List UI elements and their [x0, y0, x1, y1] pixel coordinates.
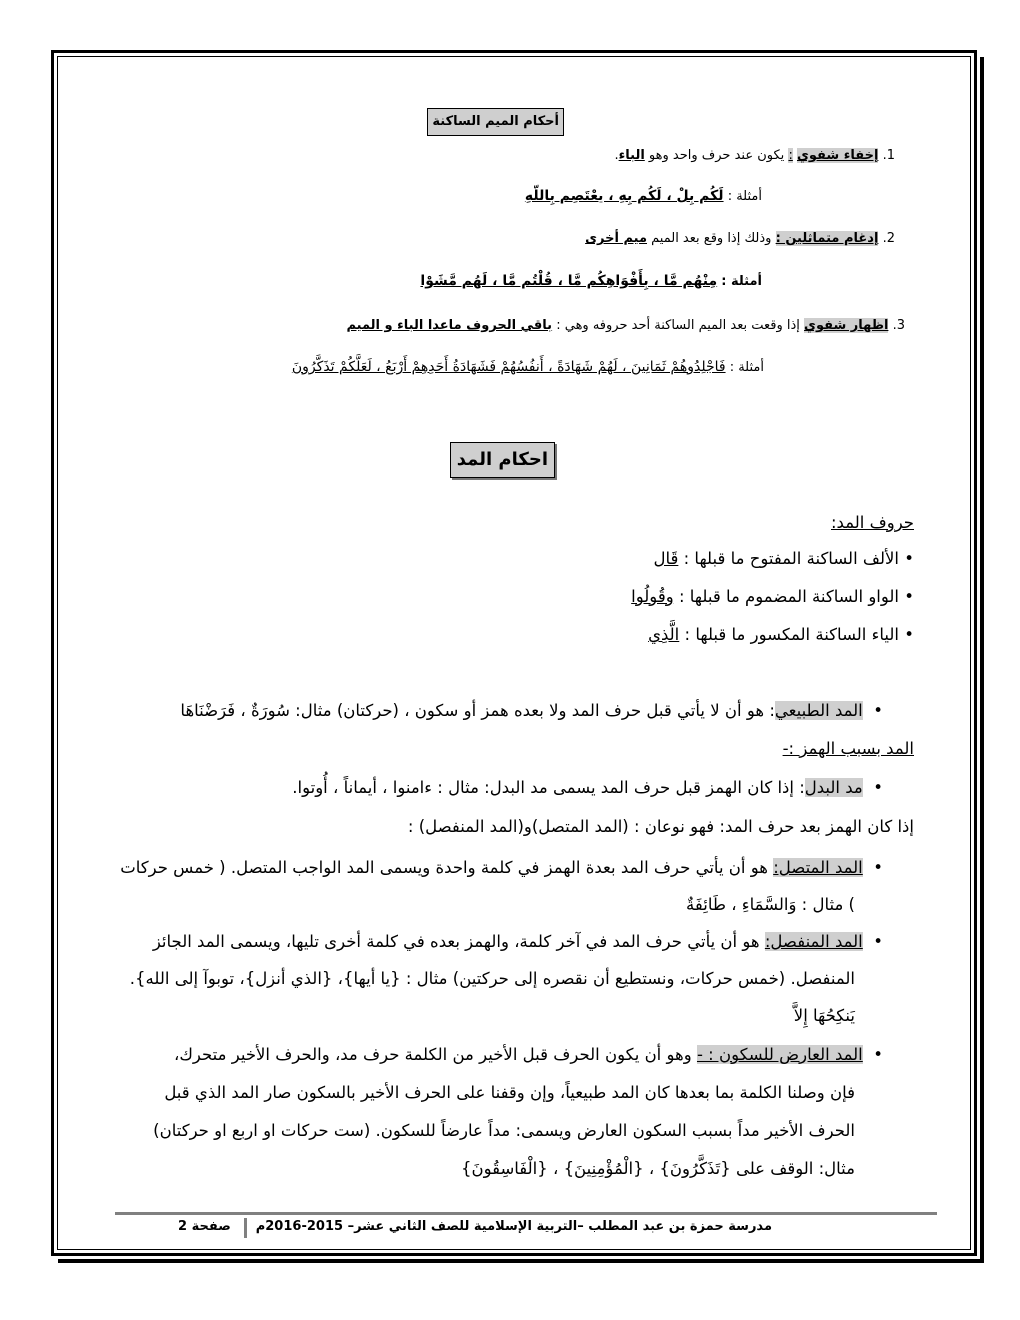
examples-lead: أمثلة :: [727, 189, 762, 204]
madd-badal: [292, 775, 883, 801]
madd-munfasil-line2: المنفصل. (خمس حركات، ونستطيع أن نقصره إلى حركتين) مثال : {يا أيها}، {الذي أنزل}، توبوآ إلى الله}.: [129, 969, 855, 988]
rule-number: 1.: [882, 148, 895, 163]
natural-text: : هو أن لا يأتي قبل حرف المد ولا بعده همز أو سكون ، (حركتان) مثال: سُورَةٌ ، فَرَضْنَاهَا: [180, 701, 775, 720]
madd-munfasil-line3: يَنكِحُهَا إِلاَّ: [793, 1006, 855, 1025]
mim-examples-3: [292, 354, 764, 381]
madd-hamz-heading: المد بسبب الهمز :-: [782, 739, 914, 758]
madd-natural: [180, 698, 883, 724]
letter-example: قَال: [653, 549, 679, 568]
badal-label: مد البدل: [804, 778, 863, 797]
footer-separator: [244, 1218, 247, 1238]
rule-key: الباء: [618, 148, 645, 163]
arid-label: المد العارض للسكون : -: [696, 1045, 863, 1064]
examples-text: مِنْهُم مَّا ، بِأَفْوَاهِكُم مَّا ، قُلْتُم مَّا ، لَهُم مَّشَوْا: [420, 273, 718, 289]
mim-rule-3: [346, 315, 905, 337]
madd-letter-ya: [648, 622, 914, 648]
madd-arid-line4: مثال: الوقف على {تَذَكَّرُونَ} ، {الْمُؤْمِنِينَ} ، {الْفَاسِقُونَ}: [460, 1159, 855, 1178]
bullet: [873, 701, 883, 720]
arid-text: وهو أن يكون الحرف قبل الأخير من الكلمة حرف مد، والحرف الأخير متحرك،: [174, 1045, 692, 1064]
examples-text: لَكُم بِلْ ، لَكُم بِهِ ، يعْتَصِم بِاللّهِ: [524, 188, 724, 204]
rule-colon: :: [788, 148, 793, 163]
rule-number: 3.: [892, 318, 905, 333]
madd-muttasil: [120, 855, 883, 881]
munfasil-text: هو أن يأتي حرف المد في آخر كلمة، والهمز بعده في كلمة أخرى تليها، ويسمى المد الجائز: [152, 932, 760, 951]
ikhfa-label: إخفاء شفوي: [796, 148, 879, 163]
bullet: [904, 625, 914, 644]
madd-letters-heading: حروف المد:: [831, 513, 914, 532]
mim-examples-1: [525, 184, 762, 209]
madd-arid-line3: الحرف الأخير مداً بسبب السكون العارض ويسمى: مداً عارضاً للسكون. (ست حركات او اربع او حركتان): [153, 1121, 855, 1140]
madd-letter-alif: [653, 546, 914, 572]
mim-examples-2: [420, 268, 762, 295]
madd-muttasil-line2: ) مثال : وَالسَّمَاءِ ، طَائِفَةٌ: [686, 895, 855, 914]
bullet: [873, 1045, 883, 1064]
letter-text: الياء الساكنة المكسور ما قبلها :: [684, 625, 900, 644]
izhar-label: اظهار شفوي: [804, 318, 889, 333]
madd-arid-line2: فإن وصلنا الكلمة بما بعدها كان المد طبيعياً، وإن وقفنا على الحرف الأخير بالسكون صار المد الذي قبل: [164, 1083, 855, 1102]
rule-text: يكون عند حرف واحد وهو: [648, 148, 785, 163]
rule-end: .: [614, 148, 619, 163]
footer-school: مدرسة حمزة بن عبد المطلب –التربية الإسلامية للصف الثاني عشر– 2015-2016م: [255, 1219, 772, 1234]
idgham-label: إدغام متماثلين :: [775, 231, 879, 246]
rule-key: باقي الحروف ماعدا الباء و الميم: [346, 318, 553, 333]
examples-text: فَاجْلِدُوهُمْ ثَمَانِينَ ، لَهُمْ شَهَادَةً ، أَنفُسُهُمْ فَشَهَادَةُ أَحَدِهِمْ أَرْبَعُ ، لَعَلَّكُمْ تَذَكَّرُونَ: [291, 359, 726, 375]
rule-text: إذا وقعت بعد الميم الساكنة أحد حروفه وهي :: [556, 318, 800, 333]
examples-lead: أمثلة :: [721, 274, 762, 289]
madd-after-line: إذا كان الهمز بعد حرف المد: فهو نوعان : (المد المتصل)و(المد المنفصل) :: [407, 817, 914, 836]
madd-arid: [174, 1042, 883, 1068]
mim-title: أحكام الميم الساكنة: [427, 108, 564, 136]
munfasil-label: المد المنفصل:: [764, 932, 863, 951]
rule-text: وذلك إذا وقع بعد الميم: [651, 231, 772, 246]
page-number: 2: [178, 1219, 188, 1234]
bullet: [873, 932, 883, 951]
rule-key: ميم أخرى: [585, 231, 647, 246]
bullet: [873, 858, 883, 877]
bullet: [904, 587, 914, 606]
letter-example: وقُولُوا: [631, 587, 674, 606]
muttasil-text: هو أن يأتي حرف المد بعدة الهمز في كلمة واحدة ويسمى المد الواجب المتصل. ( خمس حركات: [120, 858, 768, 877]
madd-title: احكام المد: [450, 442, 555, 478]
letter-example: الَّذِي: [648, 625, 680, 644]
page-label: صفحة: [191, 1219, 231, 1234]
letter-text: الألف الساكنة المفتوح ما قبلها :: [683, 549, 900, 568]
letter-text: الواو الساكنة المضموم ما قبلها :: [678, 587, 900, 606]
muttasil-label: المد المتصل:: [773, 858, 863, 877]
footer-rule: [115, 1212, 937, 1215]
madd-munfasil: [153, 929, 883, 955]
bullet: [873, 778, 883, 797]
mim-rule-2: [585, 228, 895, 250]
natural-label: المد الطبيعي: [774, 701, 863, 720]
footer-page: [178, 1216, 231, 1238]
examples-lead: أمثلة :: [729, 360, 764, 375]
badal-text: : إذا كان الهمز قبل حرف المد يسمى مد البدل: مثال : ءامنوا ، أيماناً ، أُوتوا.: [292, 778, 805, 797]
rule-number: 2.: [882, 231, 895, 246]
mim-rule-1: [614, 146, 895, 166]
bullet: [904, 549, 914, 568]
madd-letter-waw: [631, 584, 914, 610]
